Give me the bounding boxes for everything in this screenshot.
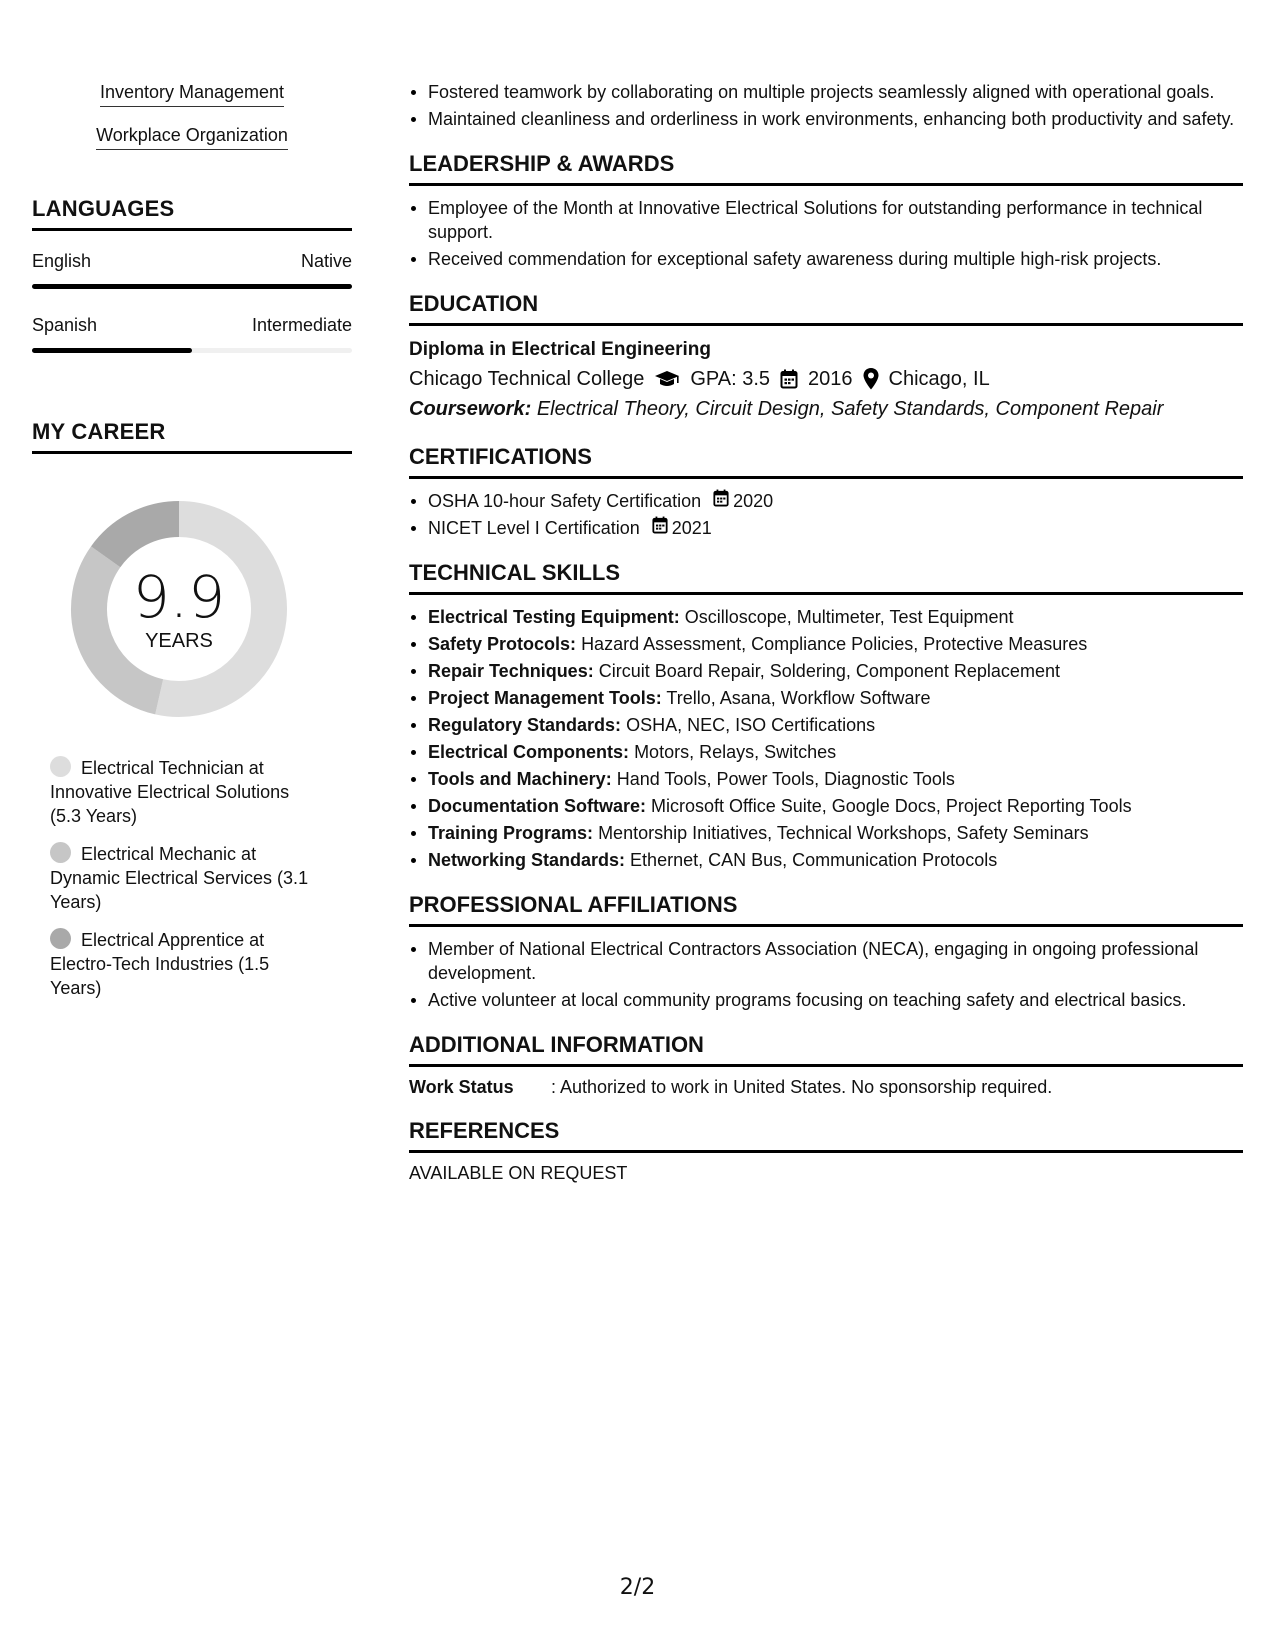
skill-label: Training Programs: — [428, 823, 594, 843]
skill-value: Mentorship Initiatives, Technical Workshops, Safety Seminars — [598, 823, 1089, 843]
career-list — [32, 756, 322, 1000]
experience-bullet: Fostered teamwork by collaborating on multiple projects seamlessly aligned with operational goals. — [409, 80, 1243, 104]
career-heading: MY CAREER — [32, 419, 352, 454]
languages-heading: LANGUAGES — [32, 196, 352, 231]
certification-year: 2021 — [671, 518, 712, 538]
skill-item — [409, 632, 1243, 656]
main-content — [409, 80, 1243, 1184]
skill-tag: Inventory Management — [100, 82, 284, 107]
skill-item — [409, 740, 1243, 764]
skill-value: Hand Tools, Power Tools, Diagnostic Tools — [616, 769, 955, 789]
leadership-list — [409, 196, 1243, 271]
skill-label: Electrical Testing Equipment: — [428, 607, 680, 627]
career-item-text: Electrical Apprentice at Electro-Tech Industries (1.5 Years) — [50, 930, 270, 998]
skill-item — [409, 821, 1243, 845]
coursework-value: Electrical Theory, Circuit Design, Safety Standards, Component Repair — [536, 398, 1164, 420]
education-location: Chicago, IL — [888, 368, 990, 390]
legend-dot — [50, 928, 71, 949]
career-item — [50, 928, 322, 1000]
certifications-list — [409, 489, 1243, 540]
legend-dot — [50, 842, 71, 863]
language-level: Intermediate — [251, 315, 352, 335]
coursework-label: Coursework: — [409, 398, 532, 420]
skill-value: Oscilloscope, Multimeter, Test Equipment — [684, 607, 1014, 627]
education-year: 2016 — [808, 368, 853, 390]
career-donut-chart — [66, 496, 292, 722]
leadership-item: Received commendation for exceptional safety awareness during multiple high-risk projects. — [409, 247, 1243, 271]
skill-value: Ethernet, CAN Bus, Communication Protocols — [630, 850, 998, 870]
sidebar — [32, 82, 352, 1014]
language-proficiency-fill — [32, 348, 192, 353]
career-item-text: Electrical Technician at Innovative Electrical Solutions (5.3 Years) — [50, 758, 290, 826]
calendar-icon — [713, 489, 729, 513]
language-proficiency-fill — [32, 284, 352, 289]
career-total-unit: YEARS — [145, 629, 213, 652]
leadership-item: Employee of the Month at Innovative Electrical Solutions for outstanding performance in technical support. — [409, 196, 1243, 244]
skill-label: Safety Protocols: — [428, 634, 577, 654]
education-school: Chicago Technical College — [409, 368, 645, 390]
technical-skills-heading: TECHNICAL SKILLS — [409, 560, 1243, 595]
certification-item — [409, 516, 1243, 540]
skill-label: Tools and Machinery: — [428, 769, 612, 789]
skill-label: Electrical Components: — [428, 742, 630, 762]
certification-name: NICET Level I Certification — [428, 518, 640, 538]
skill-label: Documentation Software: — [428, 796, 647, 816]
career-item — [50, 756, 322, 828]
affiliations-list — [409, 937, 1243, 1012]
certification-item — [409, 489, 1243, 513]
language-name: English — [32, 251, 92, 271]
references-heading: REFERENCES — [409, 1118, 1243, 1153]
education-heading: EDUCATION — [409, 291, 1243, 326]
language-entry — [32, 251, 352, 289]
skill-value: Motors, Relays, Switches — [634, 742, 837, 762]
career-item-text: Electrical Mechanic at Dynamic Electrical Services (3.1 Years) — [50, 844, 309, 912]
affiliation-item: Active volunteer at local community programs focusing on teaching safety and electrical basics. — [409, 988, 1243, 1012]
skill-item — [409, 605, 1243, 629]
experience-bullet: Maintained cleanliness and orderliness in work environments, enhancing both productivity and safety. — [409, 107, 1243, 131]
language-proficiency-bar — [32, 284, 352, 289]
certification-year: 2020 — [733, 491, 774, 511]
legend-dot — [50, 756, 71, 777]
experience-bullets — [409, 80, 1243, 131]
language-level: Native — [300, 251, 352, 271]
certification-name: OSHA 10-hour Safety Certification — [428, 491, 702, 511]
skill-value: Trello, Asana, Workflow Software — [666, 688, 931, 708]
career-total-value: 9.9 — [132, 562, 226, 631]
calendar-icon — [652, 516, 668, 540]
skill-value: Microsoft Office Suite, Google Docs, Project Reporting Tools — [651, 796, 1132, 816]
skill-item — [409, 686, 1243, 710]
skill-value: OSHA, NEC, ISO Certifications — [626, 715, 876, 735]
references-text: AVAILABLE ON REQUEST — [409, 1163, 628, 1183]
skill-item — [409, 713, 1243, 737]
page-number: 2/2 — [619, 1575, 656, 1600]
map-pin-icon — [863, 368, 879, 390]
skill-item — [409, 659, 1243, 683]
work-status-value: : Authorized to work in United States. No sponsorship required. — [551, 1077, 1053, 1097]
education-meta — [409, 364, 1243, 394]
education-coursework — [409, 394, 1243, 424]
skill-item — [409, 848, 1243, 872]
education-entry — [409, 336, 1243, 424]
leadership-heading: LEADERSHIP & AWARDS — [409, 151, 1243, 186]
work-status-label: Work Status — [409, 1077, 514, 1097]
affiliation-item: Member of National Electrical Contractors Association (NECA), engaging in ongoing professional development. — [409, 937, 1243, 985]
graduation-cap-icon — [654, 370, 680, 388]
affiliations-heading: PROFESSIONAL AFFILIATIONS — [409, 892, 1243, 927]
skill-value: Circuit Board Repair, Soldering, Component Replacement — [598, 661, 1060, 681]
skill-item — [409, 767, 1243, 791]
career-item — [50, 842, 322, 914]
technical-skills-list — [409, 605, 1243, 872]
language-entry — [32, 315, 352, 353]
skill-label: Regulatory Standards: — [428, 715, 622, 735]
language-name: Spanish — [32, 315, 98, 335]
skill-label: Project Management Tools: — [428, 688, 662, 708]
work-status-row — [409, 1077, 1243, 1098]
skill-item — [409, 794, 1243, 818]
language-proficiency-bar — [32, 348, 352, 353]
education-degree: Diploma in Electrical Engineering — [409, 339, 711, 360]
skill-label: Repair Techniques: — [428, 661, 594, 681]
calendar-icon — [780, 369, 798, 389]
education-gpa: GPA: 3.5 — [690, 368, 771, 390]
skill-tag: Workplace Organization — [96, 125, 288, 150]
additional-info-heading: ADDITIONAL INFORMATION — [409, 1032, 1243, 1067]
skill-value: Hazard Assessment, Compliance Policies, Protective Measures — [581, 634, 1088, 654]
skill-label: Networking Standards: — [428, 850, 626, 870]
certifications-heading: CERTIFICATIONS — [409, 444, 1243, 479]
